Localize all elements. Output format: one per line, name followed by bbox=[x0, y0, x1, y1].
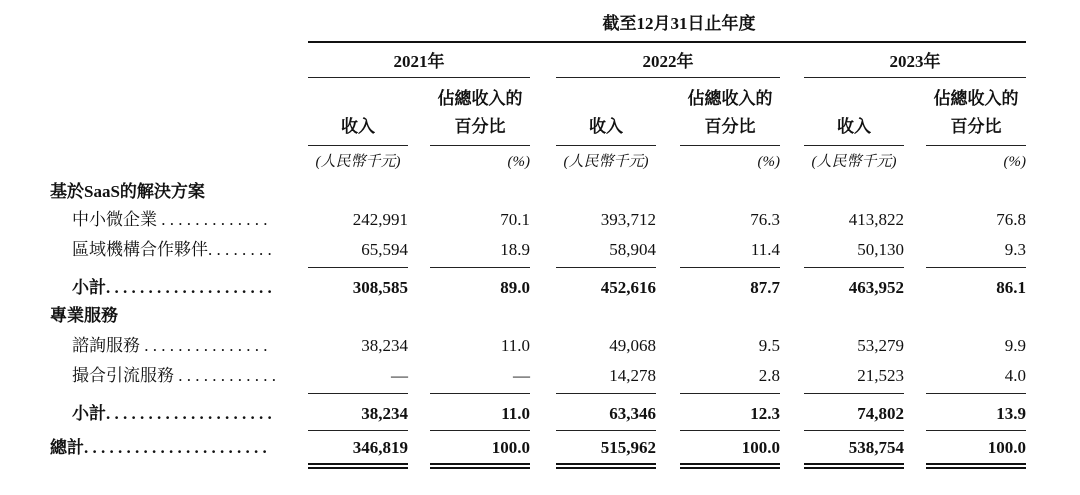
subtotal-rule bbox=[804, 267, 904, 268]
year-2021-header: 2021年 bbox=[393, 52, 445, 71]
cell: 346,819 bbox=[352, 438, 408, 457]
subtotal-rule bbox=[804, 393, 904, 394]
period-header: 截至12月31日止年度 bbox=[602, 14, 756, 33]
year-2022-header: 2022年 bbox=[642, 52, 694, 71]
cell: 11.0 bbox=[501, 404, 530, 423]
col-rule bbox=[308, 145, 408, 146]
cell: 53,279 bbox=[857, 336, 904, 355]
subtotal-rule bbox=[556, 393, 656, 394]
cell: 87.7 bbox=[750, 278, 780, 297]
row-label: 區域機構合作夥伴. . . . . . . . bbox=[72, 240, 272, 259]
total-rule bbox=[680, 430, 780, 431]
col-rule bbox=[556, 145, 656, 146]
cell: 4.0 bbox=[1004, 366, 1026, 385]
cell: 38,234 bbox=[361, 336, 408, 355]
cell: 538,754 bbox=[848, 438, 904, 457]
cell: — bbox=[513, 366, 530, 385]
year-2022-rule bbox=[556, 77, 780, 78]
col-revenue-2022: 收入 bbox=[589, 117, 623, 136]
total-rule bbox=[926, 430, 1026, 431]
col-rule bbox=[926, 145, 1026, 146]
subtotal-rule bbox=[430, 267, 530, 268]
double-rule bbox=[430, 463, 530, 469]
unit-pct-2022: (%) bbox=[757, 154, 780, 170]
subtotal-rule bbox=[680, 267, 780, 268]
cell: 11.0 bbox=[500, 336, 530, 355]
subtotal-rule bbox=[926, 393, 1026, 394]
subtotal-rule bbox=[430, 393, 530, 394]
row-label: 小計. . . . . . . . . . . . . . . . . . . . bbox=[72, 278, 272, 297]
cell: 86.1 bbox=[996, 278, 1026, 297]
cell: 9.3 bbox=[1004, 240, 1026, 259]
col-pct2-2021: 百分比 bbox=[454, 117, 506, 136]
year-2023-header: 2023年 bbox=[889, 52, 941, 71]
double-rule bbox=[804, 463, 904, 469]
cell: 38,234 bbox=[361, 404, 408, 423]
row-label: 諮詢服務 . . . . . . . . . . . . . . . bbox=[72, 336, 268, 355]
cell: 65,594 bbox=[361, 240, 408, 259]
year-2023-rule bbox=[804, 77, 1026, 78]
cell: 11.4 bbox=[750, 240, 780, 259]
cell: 14,278 bbox=[609, 366, 656, 385]
col-pct2-2022: 百分比 bbox=[704, 117, 756, 136]
col-pct2-2023: 百分比 bbox=[950, 117, 1002, 136]
subtotal-rule bbox=[308, 267, 408, 268]
cell: 515,962 bbox=[600, 438, 656, 457]
row-label: 中小微企業 . . . . . . . . . . . . . bbox=[72, 210, 268, 229]
col-pct1-2023: 佔總收入的 bbox=[933, 89, 1019, 108]
cell: 413,822 bbox=[848, 210, 904, 229]
cell: 12.3 bbox=[750, 404, 780, 423]
cell: 308,585 bbox=[352, 278, 408, 297]
col-rule bbox=[430, 145, 530, 146]
double-rule bbox=[680, 463, 780, 469]
subtotal-rule bbox=[556, 267, 656, 268]
cell: 76.8 bbox=[996, 210, 1026, 229]
double-rule bbox=[308, 463, 408, 469]
unit-pct-2021: (%) bbox=[507, 154, 530, 170]
cell: 70.1 bbox=[500, 210, 530, 229]
cell: 463,952 bbox=[848, 278, 904, 297]
cell: 100.0 bbox=[741, 438, 780, 457]
col-revenue-2023: 收入 bbox=[837, 117, 871, 136]
col-rule bbox=[804, 145, 904, 146]
row-label: 小計. . . . . . . . . . . . . . . . . . . . bbox=[72, 404, 272, 423]
col-pct1-2022: 佔總收入的 bbox=[687, 89, 773, 108]
cell: 74,802 bbox=[857, 404, 904, 423]
cell: 21,523 bbox=[857, 366, 904, 385]
unit-revenue-2023: (人民幣千元) bbox=[811, 154, 897, 170]
cell: 452,616 bbox=[600, 278, 656, 297]
unit-pct-2023: (%) bbox=[1003, 154, 1026, 170]
total-rule bbox=[556, 430, 656, 431]
unit-revenue-2022: (人民幣千元) bbox=[563, 154, 649, 170]
cell: 2.8 bbox=[758, 366, 780, 385]
subtotal-rule bbox=[680, 393, 780, 394]
row-label: 撮合引流服務 . . . . . . . . . . . . bbox=[72, 366, 276, 385]
cell: 9.9 bbox=[1004, 336, 1026, 355]
cell: 76.3 bbox=[750, 210, 780, 229]
total-rule bbox=[308, 430, 408, 431]
col-rule bbox=[680, 145, 780, 146]
subtotal-rule bbox=[308, 393, 408, 394]
row-label: 總計. . . . . . . . . . . . . . . . . . . . . . bbox=[50, 438, 267, 457]
double-rule bbox=[556, 463, 656, 469]
cell: 393,712 bbox=[600, 210, 656, 229]
year-2021-rule bbox=[308, 77, 530, 78]
total-rule bbox=[430, 430, 530, 431]
total-rule bbox=[804, 430, 904, 431]
cell: 63,346 bbox=[609, 404, 656, 423]
col-pct1-2021: 佔總收入的 bbox=[437, 89, 523, 108]
cell: 49,068 bbox=[609, 336, 656, 355]
section-title-professional: 專業服務 bbox=[50, 306, 118, 325]
cell: 50,130 bbox=[857, 240, 904, 259]
cell: 13.9 bbox=[996, 404, 1026, 423]
unit-revenue-2021: (人民幣千元) bbox=[315, 154, 401, 170]
cell: 242,991 bbox=[352, 210, 408, 229]
cell: 89.0 bbox=[500, 278, 530, 297]
cell: 18.9 bbox=[500, 240, 530, 259]
cell: 100.0 bbox=[987, 438, 1026, 457]
cell: 58,904 bbox=[609, 240, 656, 259]
cell: 9.5 bbox=[758, 336, 780, 355]
subtotal-rule bbox=[926, 267, 1026, 268]
header-rule bbox=[308, 41, 1026, 43]
double-rule bbox=[926, 463, 1026, 469]
section-title-saas: 基於SaaS的解決方案 bbox=[50, 182, 205, 201]
col-revenue-2021: 收入 bbox=[341, 117, 375, 136]
cell: — bbox=[391, 366, 408, 385]
cell: 100.0 bbox=[491, 438, 530, 457]
